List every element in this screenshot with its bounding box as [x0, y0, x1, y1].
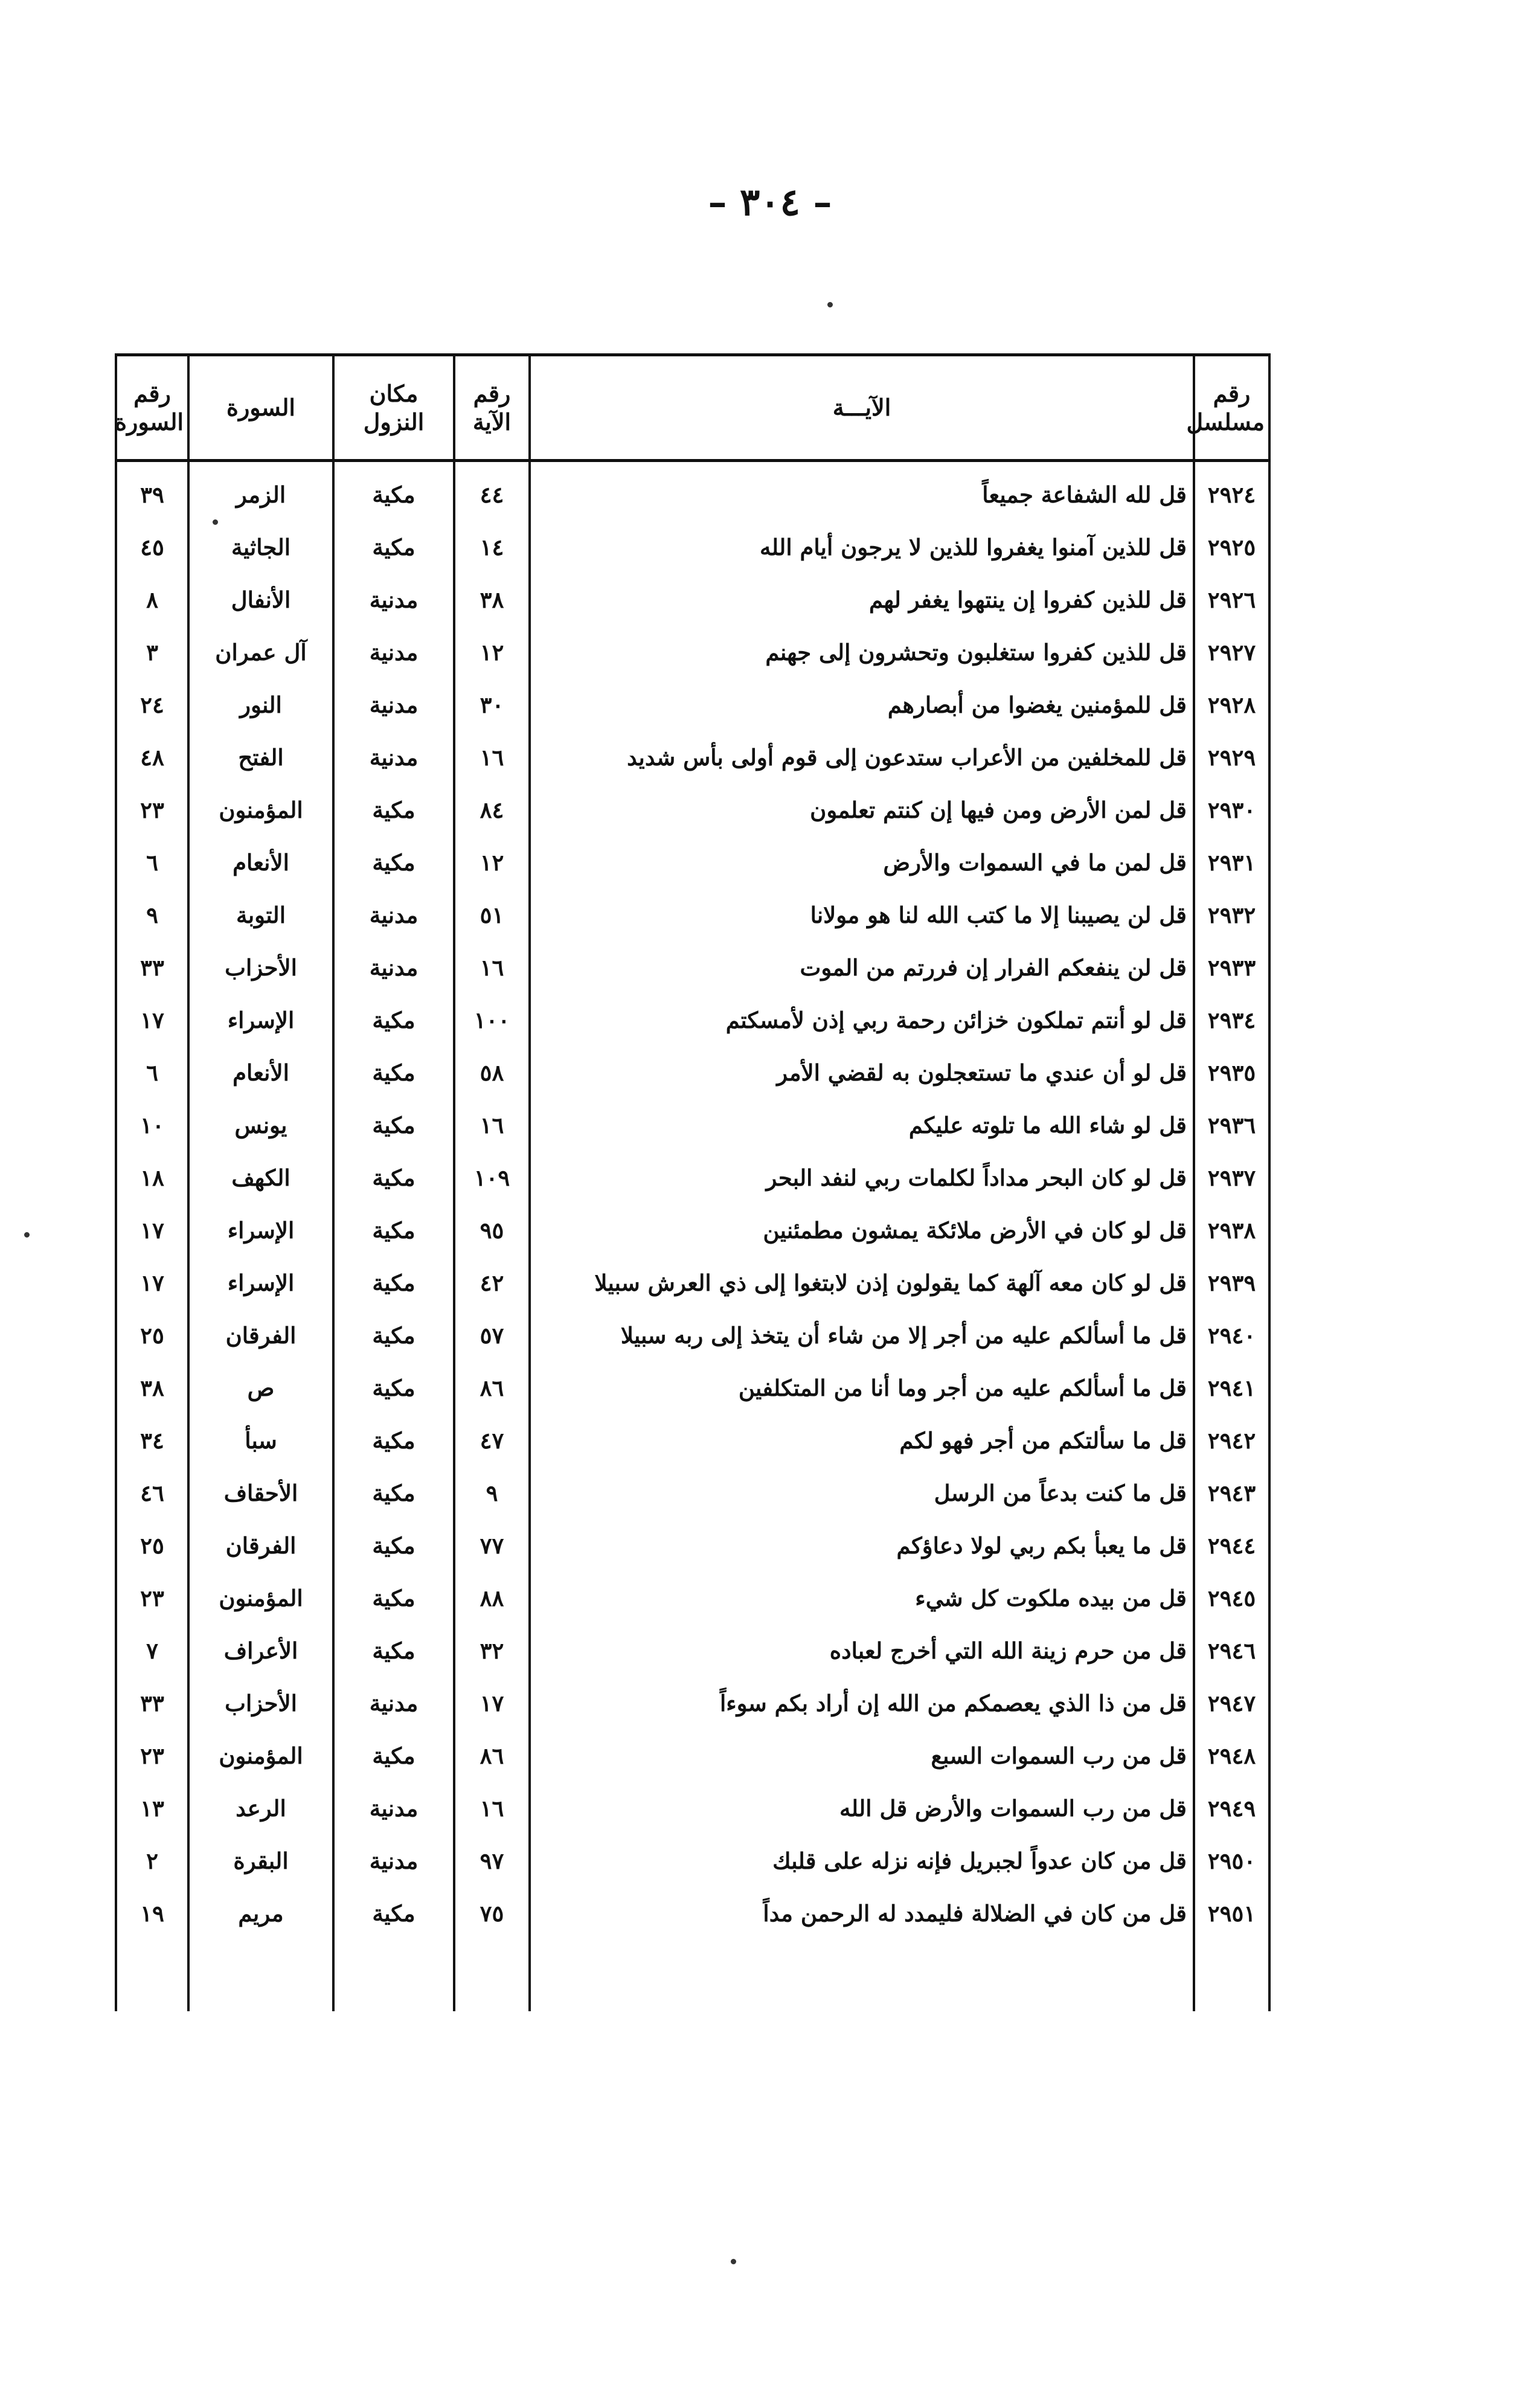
serial-cell: ٢٩٤٨ — [1194, 1729, 1269, 1782]
table-row — [116, 1046, 1269, 1099]
revelation-place-cell: مكية — [333, 836, 454, 888]
stray-dot — [731, 2259, 736, 2264]
revelation-place-cell: مكية — [333, 783, 454, 836]
surah-name-cell: الأحزاب — [188, 1677, 333, 1729]
revelation-place-cell: مكية — [333, 1414, 454, 1466]
verse-cell: قل ما يعبأ بكم ربي لولا دعاؤكم — [530, 1519, 1194, 1572]
table-row — [116, 461, 1269, 521]
ayah-number-cell: ٩٥ — [454, 1204, 530, 1256]
header-surah: السورة — [188, 355, 333, 461]
serial-cell: ٢٩٢٧ — [1194, 626, 1269, 678]
revelation-place-cell: مكية — [333, 1361, 454, 1414]
revelation-place-cell: مكية — [333, 994, 454, 1046]
table-row — [116, 1414, 1269, 1466]
ayah-number-cell: ٥٨ — [454, 1046, 530, 1099]
serial-cell: ٢٩٤٩ — [1194, 1782, 1269, 1834]
verse-cell: قل من ذا الذي يعصمكم من الله إن أراد بكم سوءاً — [530, 1677, 1194, 1729]
serial-cell: ٢٩٤٠ — [1194, 1309, 1269, 1361]
empty-cell — [116, 1939, 188, 2011]
surah-number-cell: ١٠ — [116, 1099, 188, 1151]
ayah-number-cell: ٤٧ — [454, 1414, 530, 1466]
serial-cell: ٢٩٤٣ — [1194, 1466, 1269, 1519]
serial-cell: ٢٩٤٢ — [1194, 1414, 1269, 1466]
table-row — [116, 1572, 1269, 1624]
verse-cell: قل للذين كفروا ستغلبون وتحشرون إلى جهنم — [530, 626, 1194, 678]
revelation-place-cell: مكية — [333, 1099, 454, 1151]
empty-cell — [1194, 1939, 1269, 2011]
surah-name-cell: النور — [188, 678, 333, 731]
serial-cell: ٢٩٣٢ — [1194, 888, 1269, 941]
revelation-place-cell: مدنية — [333, 1782, 454, 1834]
table-row — [116, 521, 1269, 573]
header-revelation-place: مكان النزول — [333, 355, 454, 461]
ayah-number-cell: ١٦ — [454, 1099, 530, 1151]
revelation-place-cell: مكية — [333, 1309, 454, 1361]
surah-name-cell: الفتح — [188, 731, 333, 783]
table-row — [116, 888, 1269, 941]
verse-cell: قل لو أنتم تملكون خزائن رحمة ربي إذن لأمسكتم — [530, 994, 1194, 1046]
table-row — [116, 836, 1269, 888]
revelation-place-cell: مدنية — [333, 1834, 454, 1887]
surah-name-cell: الفرقان — [188, 1519, 333, 1572]
revelation-place-cell: مكية — [333, 521, 454, 573]
verse-cell: قل من حرم زينة الله التي أخرج لعباده — [530, 1624, 1194, 1677]
surah-name-cell: المؤمنون — [188, 1572, 333, 1624]
surah-number-cell: ٣٣ — [116, 1677, 188, 1729]
revelation-place-cell: مكية — [333, 461, 454, 521]
surah-name-cell: البقرة — [188, 1834, 333, 1887]
surah-name-cell: ص — [188, 1361, 333, 1414]
revelation-place-cell: مدنية — [333, 626, 454, 678]
verse-cell: قل لمن الأرض ومن فيها إن كنتم تعلمون — [530, 783, 1194, 836]
revelation-place-cell: مكية — [333, 1729, 454, 1782]
table-row — [116, 1624, 1269, 1677]
surah-number-cell: ٦ — [116, 836, 188, 888]
ayah-number-cell: ٣٠ — [454, 678, 530, 731]
surah-number-cell: ٣٨ — [116, 1361, 188, 1414]
serial-cell: ٢٩٢٦ — [1194, 573, 1269, 626]
surah-number-cell: ٧ — [116, 1624, 188, 1677]
surah-number-cell: ٢ — [116, 1834, 188, 1887]
serial-cell: ٢٩٤١ — [1194, 1361, 1269, 1414]
revelation-place-cell: مكية — [333, 1572, 454, 1624]
table-row — [116, 1466, 1269, 1519]
surah-name-cell: سبأ — [188, 1414, 333, 1466]
verse-cell: قل ما كنت بدعاً من الرسل — [530, 1466, 1194, 1519]
surah-number-cell: ٣ — [116, 626, 188, 678]
ayah-number-cell: ٨٦ — [454, 1729, 530, 1782]
surah-number-cell: ١٣ — [116, 1782, 188, 1834]
surah-name-cell: الإسراء — [188, 994, 333, 1046]
surah-number-cell: ١٧ — [116, 994, 188, 1046]
verse-cell: قل لو كان معه آلهة كما يقولون إذن لابتغوا إلى ذي العرش سبيلا — [530, 1256, 1194, 1309]
table-row — [116, 1204, 1269, 1256]
ayah-number-cell: ٣٢ — [454, 1624, 530, 1677]
surah-number-cell: ١٧ — [116, 1256, 188, 1309]
table-row — [116, 678, 1269, 731]
verse-cell: قل لن ينفعكم الفرار إن فررتم من الموت — [530, 941, 1194, 994]
table-header — [116, 355, 1269, 461]
verse-cell: قل لن يصيبنا إلا ما كتب الله لنا هو مولانا — [530, 888, 1194, 941]
serial-cell: ٢٩٢٥ — [1194, 521, 1269, 573]
stray-dot — [213, 519, 218, 525]
surah-name-cell: الأحقاف — [188, 1466, 333, 1519]
verse-cell: قل لمن ما في السموات والأرض — [530, 836, 1194, 888]
surah-name-cell: المؤمنون — [188, 1729, 333, 1782]
table-row — [116, 1729, 1269, 1782]
revelation-place-cell: مكية — [333, 1624, 454, 1677]
surah-name-cell: الرعد — [188, 1782, 333, 1834]
verse-cell: قل ما سألتكم من أجر فهو لكم — [530, 1414, 1194, 1466]
surah-number-cell: ٤٥ — [116, 521, 188, 573]
surah-name-cell: الفرقان — [188, 1309, 333, 1361]
serial-cell: ٢٩٣٣ — [1194, 941, 1269, 994]
serial-cell: ٢٩٢٤ — [1194, 461, 1269, 521]
ayah-number-cell: ١٠٩ — [454, 1151, 530, 1204]
surah-number-cell: ٤٨ — [116, 731, 188, 783]
ayah-number-cell: ١٦ — [454, 941, 530, 994]
page-number: – ٣٠٤ – — [708, 180, 832, 224]
table-body — [116, 461, 1269, 2012]
revelation-place-cell: مكية — [333, 1887, 454, 1939]
ayah-number-cell: ٨٨ — [454, 1572, 530, 1624]
surah-name-cell: المؤمنون — [188, 783, 333, 836]
ayah-number-cell: ١٤ — [454, 521, 530, 573]
verse-cell: قل ما أسألكم عليه من أجر إلا من شاء أن يتخذ إلى ربه سبيلا — [530, 1309, 1194, 1361]
surah-name-cell: الأعراف — [188, 1624, 333, 1677]
ayah-number-cell: ٨٦ — [454, 1361, 530, 1414]
table-tail — [116, 1939, 1269, 2011]
verse-cell: قل من رب السموات السبع — [530, 1729, 1194, 1782]
surah-number-cell: ٤٦ — [116, 1466, 188, 1519]
serial-cell: ٢٩٢٩ — [1194, 731, 1269, 783]
surah-name-cell: الأنعام — [188, 1046, 333, 1099]
surah-name-cell: الأنعام — [188, 836, 333, 888]
empty-cell — [454, 1939, 530, 2011]
verse-cell: قل للمؤمنين يغضوا من أبصارهم — [530, 678, 1194, 731]
verse-cell: قل للمخلفين من الأعراب ستدعون إلى قوم أولى بأس شديد — [530, 731, 1194, 783]
verse-index-table — [115, 353, 1271, 2011]
surah-number-cell: ٣٩ — [116, 461, 188, 521]
empty-cell — [530, 1939, 1194, 2011]
verse-cell: قل لو أن عندي ما تستعجلون به لقضي الأمر — [530, 1046, 1194, 1099]
surah-number-cell: ٣٣ — [116, 941, 188, 994]
serial-cell: ٢٩٣٤ — [1194, 994, 1269, 1046]
ayah-number-cell: ٨٤ — [454, 783, 530, 836]
table-row — [116, 731, 1269, 783]
ayah-number-cell: ٧٧ — [454, 1519, 530, 1572]
ayah-number-cell: ٤٤ — [454, 461, 530, 521]
revelation-place-cell: مدنية — [333, 573, 454, 626]
table-row — [116, 626, 1269, 678]
header-ayah-number: رقم الآية — [454, 355, 530, 461]
ayah-number-cell: ١٦ — [454, 1782, 530, 1834]
verse-cell: قل للذين آمنوا يغفروا للذين لا يرجون أيام الله — [530, 521, 1194, 573]
surah-number-cell: ٢٥ — [116, 1309, 188, 1361]
surah-name-cell: الإسراء — [188, 1256, 333, 1309]
header-verse: الآيـــة — [530, 355, 1194, 461]
surah-name-cell: يونس — [188, 1099, 333, 1151]
serial-cell: ٢٩٣٦ — [1194, 1099, 1269, 1151]
surah-number-cell: ٢٤ — [116, 678, 188, 731]
ayah-number-cell: ٩ — [454, 1466, 530, 1519]
verse-cell: قل من رب السموات والأرض قل الله — [530, 1782, 1194, 1834]
revelation-place-cell: مكية — [333, 1046, 454, 1099]
table-row — [116, 1256, 1269, 1309]
ayah-number-cell: ١٧ — [454, 1677, 530, 1729]
surah-name-cell: الأنفال — [188, 573, 333, 626]
revelation-place-cell: مكية — [333, 1466, 454, 1519]
surah-name-cell: الجاثية — [188, 521, 333, 573]
ayah-number-cell: ١٠٠ — [454, 994, 530, 1046]
ayah-number-cell: ٥٧ — [454, 1309, 530, 1361]
revelation-place-cell: مدنية — [333, 941, 454, 994]
surah-number-cell: ٨ — [116, 573, 188, 626]
table-row — [116, 573, 1269, 626]
surah-name-cell: الكهف — [188, 1151, 333, 1204]
serial-cell: ٢٩٢٨ — [1194, 678, 1269, 731]
stray-dot — [24, 1232, 30, 1238]
surah-number-cell: ١٨ — [116, 1151, 188, 1204]
verse-cell: قل لله الشفاعة جميعاً — [530, 461, 1194, 521]
surah-number-cell: ٢٣ — [116, 1572, 188, 1624]
header-surah-number: رقم السورة — [116, 355, 188, 461]
serial-cell: ٢٩٣٥ — [1194, 1046, 1269, 1099]
table-row — [116, 1834, 1269, 1887]
surah-name-cell: التوبة — [188, 888, 333, 941]
verse-cell: قل للذين كفروا إن ينتهوا يغفر لهم — [530, 573, 1194, 626]
surah-name-cell: الإسراء — [188, 1204, 333, 1256]
revelation-place-cell: مكية — [333, 1151, 454, 1204]
revelation-place-cell: مدنية — [333, 678, 454, 731]
serial-cell: ٢٩٣٠ — [1194, 783, 1269, 836]
surah-number-cell: ١٩ — [116, 1887, 188, 1939]
stray-dot — [827, 302, 833, 307]
verse-cell: قل لو كان في الأرض ملائكة يمشون مطمئنين — [530, 1204, 1194, 1256]
revelation-place-cell: مدنية — [333, 888, 454, 941]
verse-cell: قل لو شاء الله ما تلوته عليكم — [530, 1099, 1194, 1151]
ayah-number-cell: ١٢ — [454, 836, 530, 888]
serial-cell: ٢٩٣٧ — [1194, 1151, 1269, 1204]
surah-name-cell: الأحزاب — [188, 941, 333, 994]
surah-number-cell: ٩ — [116, 888, 188, 941]
table-row — [116, 1361, 1269, 1414]
surah-number-cell: ٣٤ — [116, 1414, 188, 1466]
surah-name-cell: آل عمران — [188, 626, 333, 678]
serial-cell: ٢٩٤٦ — [1194, 1624, 1269, 1677]
surah-number-cell: ٦ — [116, 1046, 188, 1099]
surah-number-cell: ١٧ — [116, 1204, 188, 1256]
ayah-number-cell: ٥١ — [454, 888, 530, 941]
revelation-place-cell: مكية — [333, 1204, 454, 1256]
serial-cell: ٢٩٣٨ — [1194, 1204, 1269, 1256]
verse-cell: قل ما أسألكم عليه من أجر وما أنا من المتكلفين — [530, 1361, 1194, 1414]
ayah-number-cell: ٩٧ — [454, 1834, 530, 1887]
serial-cell: ٢٩٤٥ — [1194, 1572, 1269, 1624]
table-row — [116, 1677, 1269, 1729]
surah-name-cell: الزمر — [188, 461, 333, 521]
surah-number-cell: ٢٣ — [116, 783, 188, 836]
serial-cell: ٢٩٣٩ — [1194, 1256, 1269, 1309]
table-row — [116, 783, 1269, 836]
empty-cell — [333, 1939, 454, 2011]
table-row — [116, 1151, 1269, 1204]
table-row — [116, 1519, 1269, 1572]
revelation-place-cell: مدنية — [333, 731, 454, 783]
surah-name-cell: مريم — [188, 1887, 333, 1939]
table-row — [116, 1782, 1269, 1834]
table-row — [116, 941, 1269, 994]
revelation-place-cell: مكية — [333, 1256, 454, 1309]
revelation-place-cell: مدنية — [333, 1677, 454, 1729]
ayah-number-cell: ١٦ — [454, 731, 530, 783]
revelation-place-cell: مكية — [333, 1519, 454, 1572]
table-row — [116, 994, 1269, 1046]
empty-cell — [188, 1939, 333, 2011]
ayah-number-cell: ٤٢ — [454, 1256, 530, 1309]
serial-cell: ٢٩٣١ — [1194, 836, 1269, 888]
ayah-number-cell: ٣٨ — [454, 573, 530, 626]
ayah-number-cell: ١٢ — [454, 626, 530, 678]
serial-cell: ٢٩٤٧ — [1194, 1677, 1269, 1729]
table-row — [116, 1309, 1269, 1361]
header-serial: رقم مسلسل — [1194, 355, 1269, 461]
serial-cell: ٢٩٥٠ — [1194, 1834, 1269, 1887]
ayah-number-cell: ٧٥ — [454, 1887, 530, 1939]
verse-cell: قل لو كان البحر مداداً لكلمات ربي لنفد البحر — [530, 1151, 1194, 1204]
surah-number-cell: ٢٥ — [116, 1519, 188, 1572]
serial-cell: ٢٩٥١ — [1194, 1887, 1269, 1939]
surah-number-cell: ٢٣ — [116, 1729, 188, 1782]
table-row — [116, 1887, 1269, 1939]
serial-cell: ٢٩٤٤ — [1194, 1519, 1269, 1572]
verse-cell: قل من بيده ملكوت كل شيء — [530, 1572, 1194, 1624]
table-row — [116, 1099, 1269, 1151]
verse-cell: قل من كان في الضلالة فليمدد له الرحمن مداً — [530, 1887, 1194, 1939]
verse-cell: قل من كان عدواً لجبريل فإنه نزله على قلبك — [530, 1834, 1194, 1887]
